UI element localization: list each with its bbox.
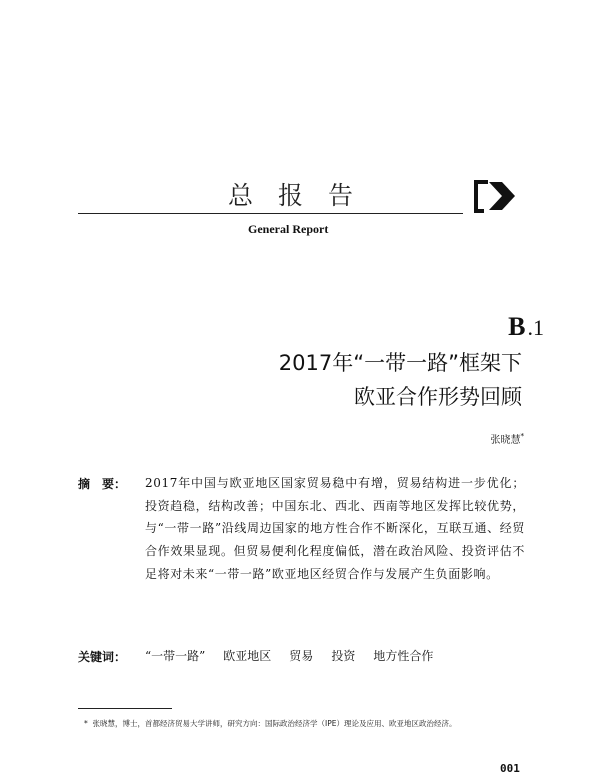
keyword-item: 投资: [331, 649, 356, 663]
report-title-line-2: 欧亚合作形势回顾: [354, 385, 522, 409]
author-name: [420, 431, 524, 446]
report-series-letter: B: [508, 312, 526, 341]
page-number: 001: [500, 762, 520, 775]
section-subtitle: General Report: [248, 222, 329, 236]
footnote: [84, 716, 536, 731]
abstract-label: 摘 要：: [78, 477, 127, 491]
author-name-text: 张晓慧: [490, 435, 521, 446]
keyword-item: 欧亚地区: [223, 649, 272, 663]
report-number: [454, 312, 544, 342]
footnote-divider: [78, 708, 172, 709]
author-footnote-mark: *: [520, 432, 524, 441]
abstract-text: 2017年中国与欧亚地区国家贸易稳中有增，贸易结构进一步优化；投资趋稳，结构改善；中国东北、西北、西南等地区发挥比较优势，与“一带一路”沿线周边国家的地方性合作不断深化，互联互通、经贸合作效果显现。但贸易便利化程度偏低，潜在政治风险、投资评估不足将对未来“一带一路”欧亚地区经贸合作与发展产生负面影响。: [145, 476, 525, 581]
report-series-number: .1: [527, 315, 544, 340]
keywords-label: 关键词：: [78, 650, 127, 664]
keywords-list: [145, 647, 451, 664]
keyword-item: 贸易: [289, 649, 314, 663]
footnote-text: 张晓慧，博士，首都经济贸易大学讲师，研究方向：国际政治经济学（IPE）理论及应用、欧亚地区政治经济。: [92, 719, 457, 728]
section-title: 总报告: [228, 181, 379, 210]
section-divider: [78, 213, 463, 214]
footnote-mark: *: [84, 719, 88, 728]
report-title-line-1: 2017年“一带一路”框架下: [278, 351, 522, 375]
report-section-icon: [472, 178, 518, 214]
keyword-item: 地方性合作: [373, 649, 434, 663]
keyword-item: “一带一路”: [145, 649, 206, 663]
